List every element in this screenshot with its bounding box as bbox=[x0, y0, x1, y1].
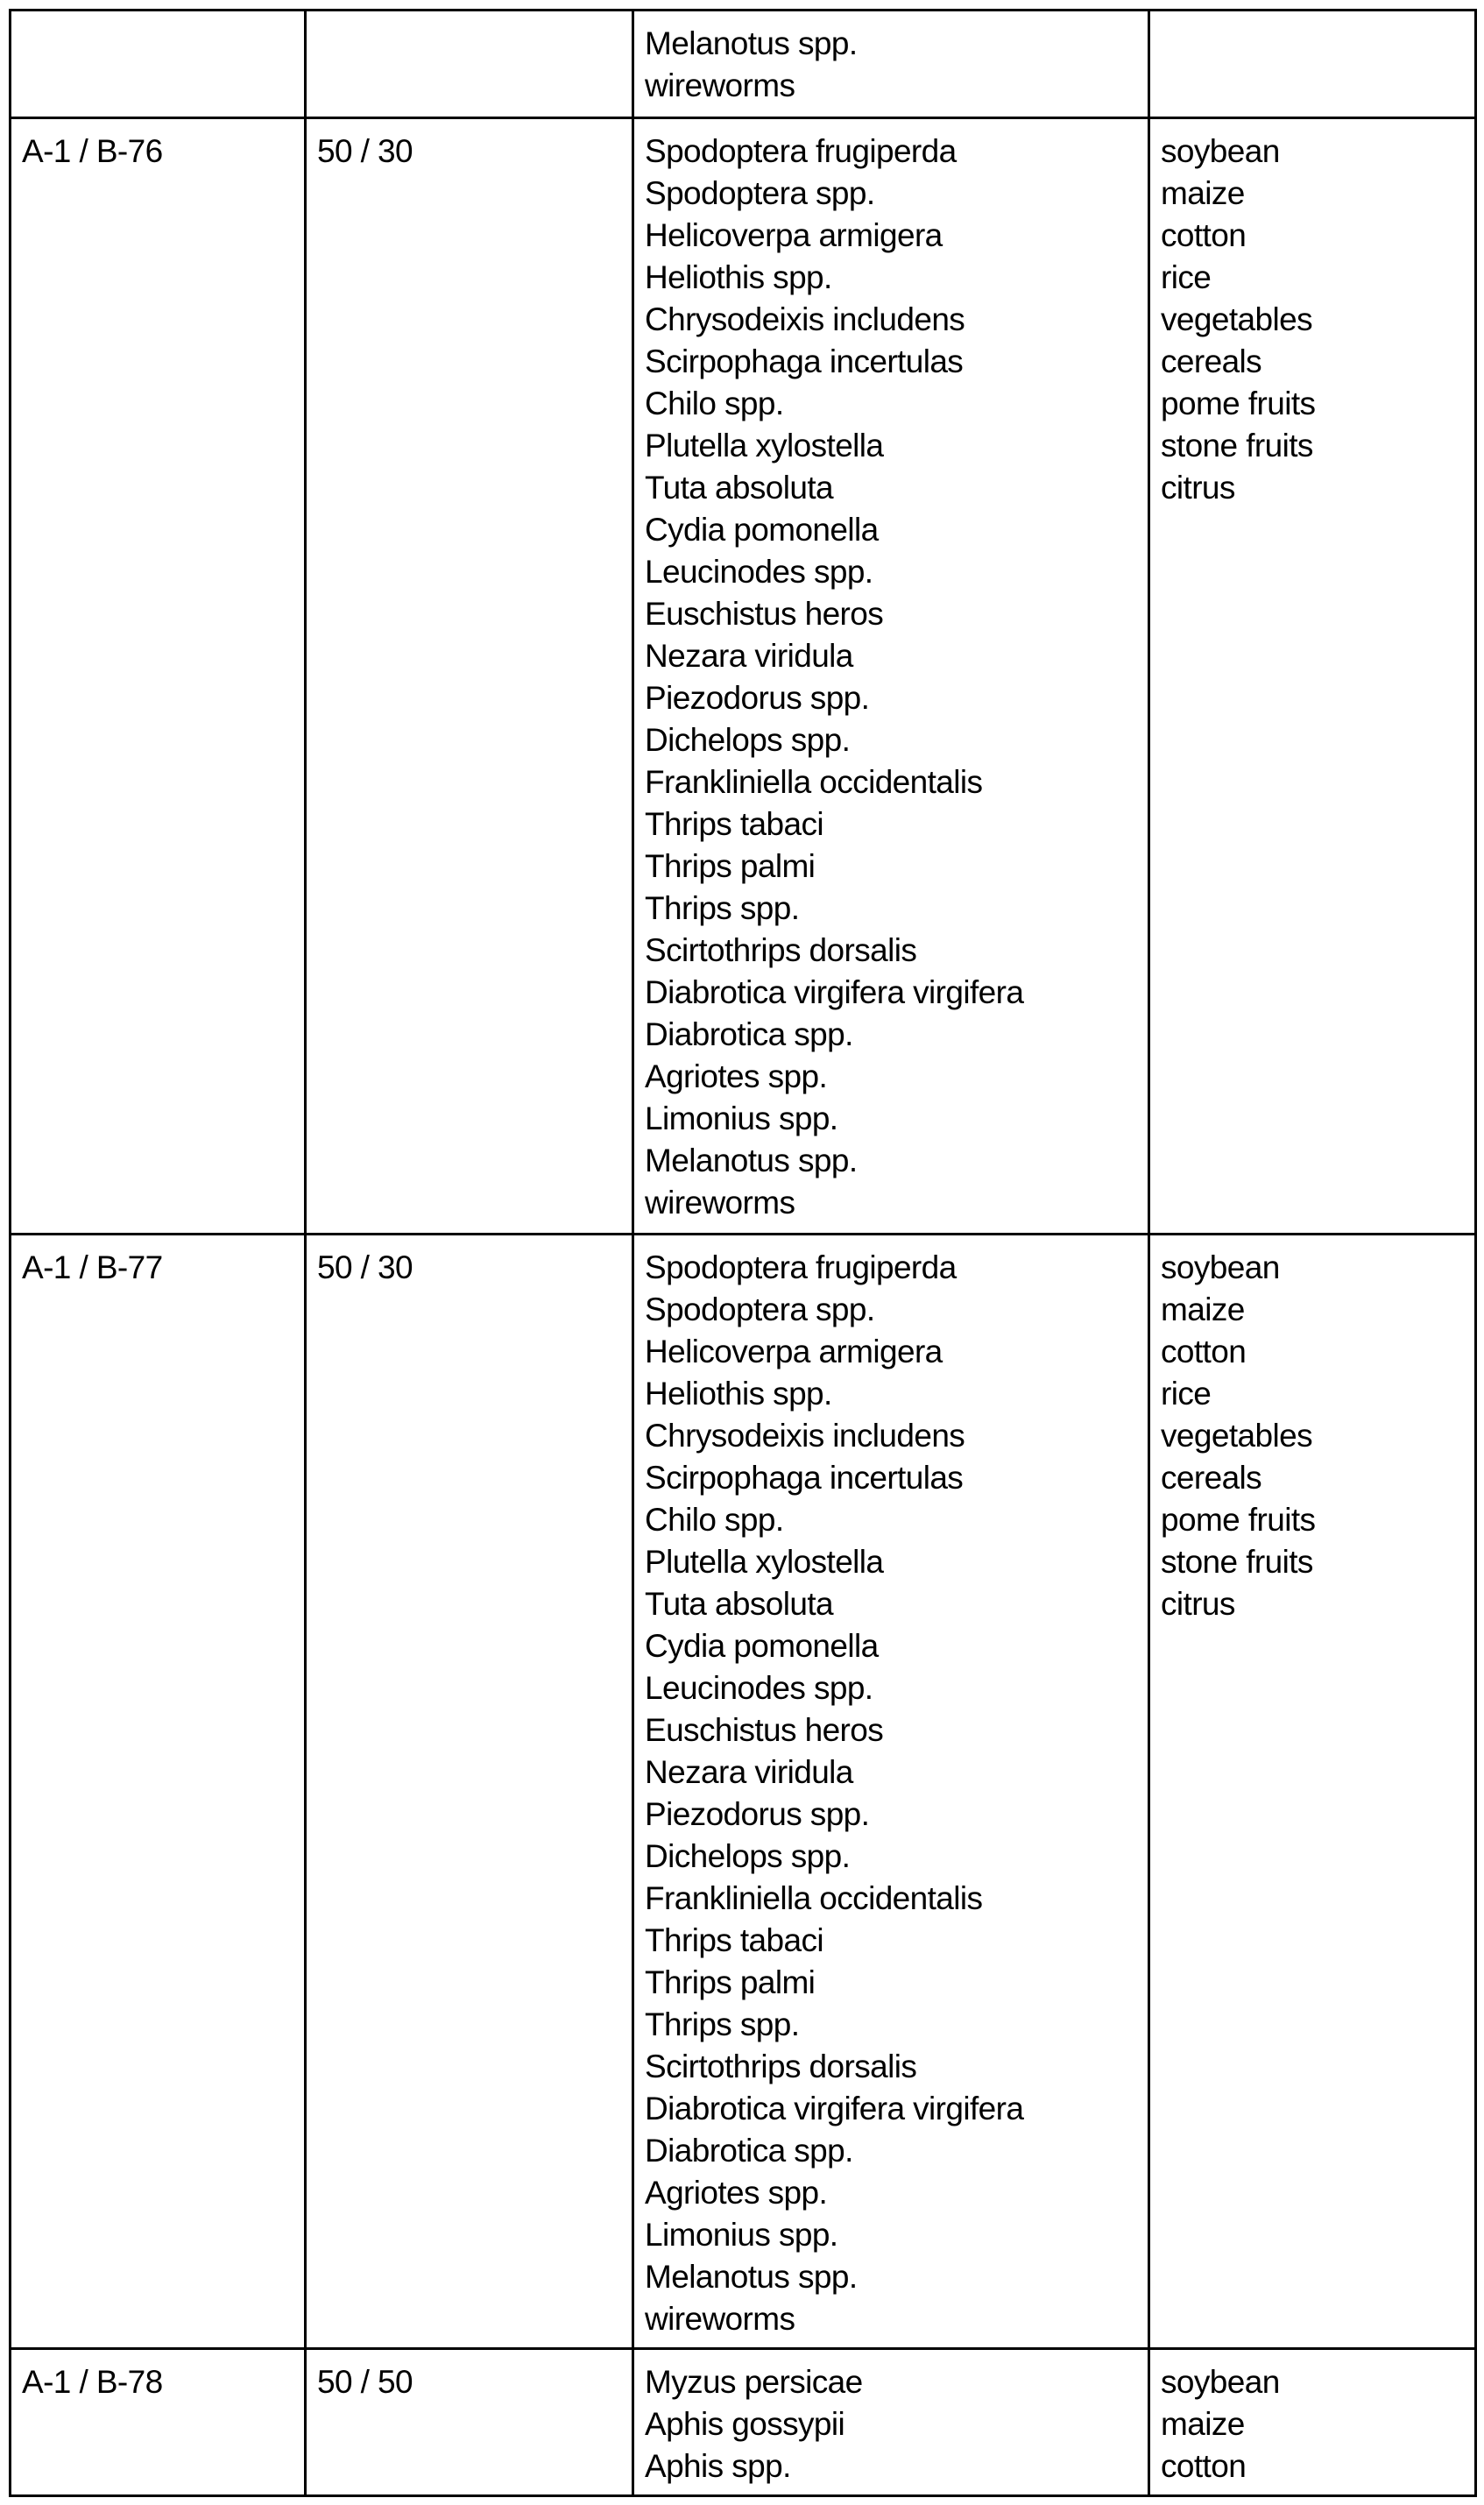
pests-cell-item: Plutella xylostella bbox=[645, 425, 1137, 467]
pests-cell-item: Diabrotica virgifera virgifera bbox=[645, 2088, 1137, 2130]
ratio-cell bbox=[306, 11, 633, 118]
combination-cell bbox=[11, 11, 306, 118]
pests-cell-item: Thrips palmi bbox=[645, 1962, 1137, 2004]
crops-cell-item: rice bbox=[1161, 1373, 1464, 1415]
pests-cell-item: Aphis spp. bbox=[645, 2445, 1137, 2487]
pests-cell-item: Helicoverpa armigera bbox=[645, 1331, 1137, 1373]
combination-cell: A-1 / B-76 bbox=[11, 118, 306, 1235]
pests-cell-item: Tuta absoluta bbox=[645, 467, 1137, 509]
pests-cell-item: Frankliniella occidentalis bbox=[645, 761, 1137, 803]
pests-cell-item: Spodoptera frugiperda bbox=[645, 1247, 1137, 1289]
pests-cell-item: Melanotus spp. bbox=[645, 2256, 1137, 2298]
pests-cell-item: Limonius spp. bbox=[645, 2214, 1137, 2256]
crops-cell-item: pome fruits bbox=[1161, 383, 1464, 425]
crops-cell-item: cotton bbox=[1161, 2445, 1464, 2487]
crops-cell-item: stone fruits bbox=[1161, 1541, 1464, 1583]
pests-cell-item: Diabrotica spp. bbox=[645, 1014, 1137, 1056]
crops-cell bbox=[1149, 118, 1476, 1235]
pests-cell-item: Chrysodeixis includens bbox=[645, 1415, 1137, 1457]
pests-cell-item: Leucinodes spp. bbox=[645, 1667, 1137, 1709]
pests-cell-item: Aphis gossypii bbox=[645, 2403, 1137, 2445]
pests-cell-item: Scirpophaga incertulas bbox=[645, 1457, 1137, 1499]
crops-cell bbox=[1149, 11, 1476, 118]
pests-cell bbox=[633, 2349, 1149, 2496]
table-row bbox=[11, 11, 1476, 118]
pests-cell-item: Heliothis spp. bbox=[645, 1373, 1137, 1415]
ratio-cell: 50 / 50 bbox=[306, 2349, 633, 2496]
combination-cell: A-1 / B-77 bbox=[11, 1235, 306, 2349]
pests-cell-item: Thrips tabaci bbox=[645, 803, 1137, 846]
pests-cell-item: Chilo spp. bbox=[645, 1499, 1137, 1541]
pests-cell bbox=[633, 1235, 1149, 2349]
pests-cell-item: Helicoverpa armigera bbox=[645, 215, 1137, 257]
pests-cell-item: Agriotes spp. bbox=[645, 2172, 1137, 2214]
pests-cell-item: Euschistus heros bbox=[645, 1709, 1137, 1751]
pests-cell-item: Frankliniella occidentalis bbox=[645, 1878, 1137, 1920]
pests-cell-item: Plutella xylostella bbox=[645, 1541, 1137, 1583]
crops-cell-item: stone fruits bbox=[1161, 425, 1464, 467]
crops-cell-item: cereals bbox=[1161, 1457, 1464, 1499]
pests-cell-item: Thrips tabaci bbox=[645, 1920, 1137, 1962]
pests-cell-item: Nezara viridula bbox=[645, 1751, 1137, 1794]
pests-cell-item: Thrips spp. bbox=[645, 2004, 1137, 2046]
pests-cell-item: Euschistus heros bbox=[645, 593, 1137, 635]
pests-cell-item: Chilo spp. bbox=[645, 383, 1137, 425]
crops-cell-item: citrus bbox=[1161, 1583, 1464, 1625]
pests-cell-item: Spodoptera spp. bbox=[645, 173, 1137, 215]
pests-cell-item: Diabrotica virgifera virgifera bbox=[645, 972, 1137, 1014]
crops-cell-item: soybean bbox=[1161, 1247, 1464, 1289]
pests-cell-item: Cydia pomonella bbox=[645, 1625, 1137, 1667]
crops-cell-item: pome fruits bbox=[1161, 1499, 1464, 1541]
pests-cell-item: Chrysodeixis includens bbox=[645, 299, 1137, 341]
pests-cell-item: Piezodorus spp. bbox=[645, 1794, 1137, 1836]
crops-cell-item: rice bbox=[1161, 257, 1464, 299]
pests-cell-item: Cydia pomonella bbox=[645, 509, 1137, 551]
pests-cell-item: Spodoptera frugiperda bbox=[645, 131, 1137, 173]
pests-cell-item: Dichelops spp. bbox=[645, 1836, 1137, 1878]
crops-cell-item: cotton bbox=[1161, 215, 1464, 257]
pests-cell bbox=[633, 118, 1149, 1235]
crops-cell-item: cereals bbox=[1161, 341, 1464, 383]
pests-cell bbox=[633, 11, 1149, 118]
crops-cell-item: maize bbox=[1161, 2403, 1464, 2445]
crops-cell-item: vegetables bbox=[1161, 1415, 1464, 1457]
table-row bbox=[11, 2349, 1476, 2496]
crops-cell-item: citrus bbox=[1161, 467, 1464, 509]
pests-cell-item: Spodoptera spp. bbox=[645, 1289, 1137, 1331]
pests-cell-item: Tuta absoluta bbox=[645, 1583, 1137, 1625]
pests-cell-item: Melanotus spp. bbox=[645, 23, 1137, 65]
crops-cell bbox=[1149, 1235, 1476, 2349]
pests-cell-item: Leucinodes spp. bbox=[645, 551, 1137, 593]
pests-cell-item: Melanotus spp. bbox=[645, 1140, 1137, 1182]
combination-cell: A-1 / B-78 bbox=[11, 2349, 306, 2496]
crops-cell-item: vegetables bbox=[1161, 299, 1464, 341]
crops-cell-item: soybean bbox=[1161, 2361, 1464, 2403]
ratio-cell: 50 / 30 bbox=[306, 118, 633, 1235]
pests-cell-item: Heliothis spp. bbox=[645, 257, 1137, 299]
pests-cell-item: Scirtothrips dorsalis bbox=[645, 930, 1137, 972]
combination-table bbox=[9, 9, 1477, 2497]
pests-cell-item: wireworms bbox=[645, 1182, 1137, 1224]
pests-cell-item: Dichelops spp. bbox=[645, 719, 1137, 761]
pests-cell-item: Scirtothrips dorsalis bbox=[645, 2046, 1137, 2088]
crops-cell-item: maize bbox=[1161, 173, 1464, 215]
pests-cell-item: Piezodorus spp. bbox=[645, 677, 1137, 719]
crops-cell-item: cotton bbox=[1161, 1331, 1464, 1373]
crops-cell bbox=[1149, 2349, 1476, 2496]
pests-cell-item: wireworms bbox=[645, 2298, 1137, 2340]
pests-cell-item: Limonius spp. bbox=[645, 1098, 1137, 1140]
pests-cell-item: Scirpophaga incertulas bbox=[645, 341, 1137, 383]
pests-cell-item: Thrips spp. bbox=[645, 888, 1137, 930]
table-row bbox=[11, 118, 1476, 1235]
pests-cell-item: Thrips palmi bbox=[645, 846, 1137, 888]
ratio-cell: 50 / 30 bbox=[306, 1235, 633, 2349]
crops-cell-item: maize bbox=[1161, 1289, 1464, 1331]
table-row bbox=[11, 1235, 1476, 2349]
pests-cell-item: Diabrotica spp. bbox=[645, 2130, 1137, 2172]
pests-cell-item: Myzus persicae bbox=[645, 2361, 1137, 2403]
pests-cell-item: Nezara viridula bbox=[645, 635, 1137, 677]
pests-cell-item: wireworms bbox=[645, 65, 1137, 107]
pests-cell-item: Agriotes spp. bbox=[645, 1056, 1137, 1098]
crops-cell-item: soybean bbox=[1161, 131, 1464, 173]
